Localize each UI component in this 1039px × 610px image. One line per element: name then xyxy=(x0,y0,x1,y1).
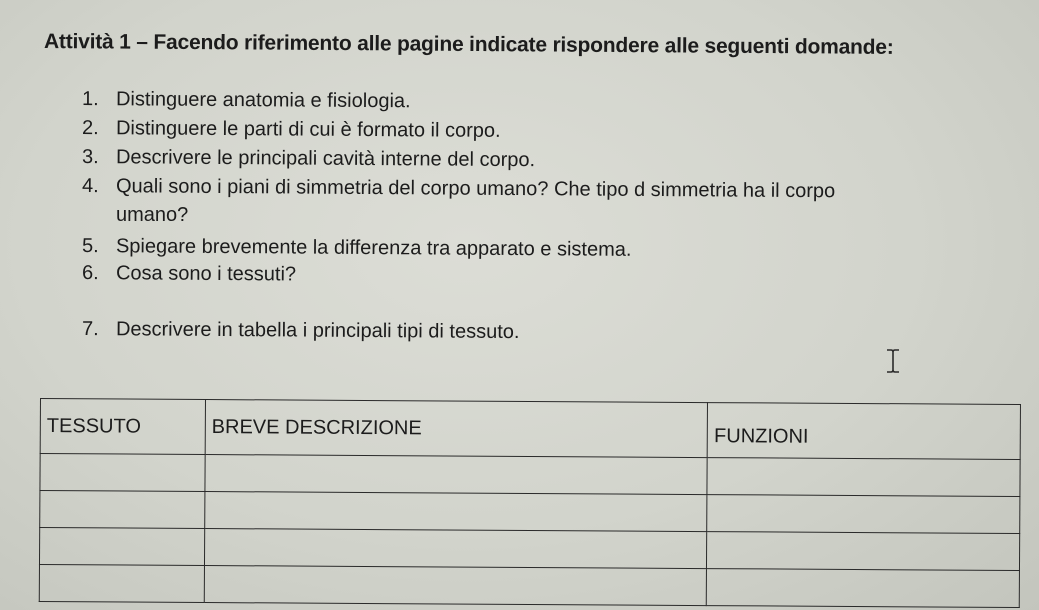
table-header-row xyxy=(40,399,1020,460)
activity-heading: Attività 1 – Facendo riferimento alle pagine indicate rispondere alle seguenti domande: xyxy=(43,30,894,59)
table-row xyxy=(40,491,1020,534)
table-cell-funzioni[interactable] xyxy=(707,495,1020,534)
tissue-table xyxy=(39,398,1021,608)
question-text: Descrivere in tabella i principali tipi di tessuto. xyxy=(115,318,520,344)
header-funzioni: FUNZIONI xyxy=(707,403,1020,460)
text-cursor-icon xyxy=(883,348,903,374)
table-row xyxy=(39,564,1019,607)
table-cell-descrizione[interactable] xyxy=(204,529,707,569)
question-text: Descrivere le principali cavità interne del corpo. xyxy=(115,146,536,172)
table-cell-descrizione[interactable] xyxy=(205,455,708,495)
question-4 xyxy=(82,175,835,203)
question-3 xyxy=(82,146,535,172)
table-row xyxy=(40,454,1020,497)
question-1 xyxy=(82,88,411,113)
question-4-continuation: umano? xyxy=(116,204,189,226)
table-cell-tessuto[interactable] xyxy=(39,528,204,566)
table-cell-funzioni[interactable] xyxy=(707,458,1020,497)
question-text: Distinguere anatomia e fisiologia. xyxy=(115,88,411,113)
question-5 xyxy=(82,235,632,262)
question-number: 7. xyxy=(81,318,99,341)
table-cell-tessuto[interactable] xyxy=(39,564,204,602)
question-number: 4. xyxy=(81,175,99,198)
question-2 xyxy=(82,117,501,143)
table-cell-descrizione[interactable] xyxy=(205,492,708,532)
question-number: 2. xyxy=(81,117,99,140)
table-cell-funzioni[interactable] xyxy=(707,532,1020,571)
question-text: Cosa sono i tessuti? xyxy=(115,262,297,286)
question-6 xyxy=(82,262,296,286)
header-tessuto: TESSUTO xyxy=(40,399,205,455)
header-breve-descrizione: BREVE DESCRIZIONE xyxy=(205,400,708,458)
table-cell-tessuto[interactable] xyxy=(40,491,205,529)
question-number: 3. xyxy=(81,146,99,169)
question-number: 5. xyxy=(81,235,99,258)
question-text: Quali sono i piani di simmetria del corpo umano? Che tipo d simmetria ha il corpo xyxy=(115,175,836,203)
question-7 xyxy=(82,318,520,344)
question-number: 6. xyxy=(81,262,99,285)
table-row xyxy=(39,528,1019,571)
table-cell-tessuto[interactable] xyxy=(40,454,205,492)
question-text: Distinguere le parti di cui è formato il corpo. xyxy=(115,117,501,142)
table-cell-funzioni[interactable] xyxy=(707,569,1020,608)
question-number: 1. xyxy=(81,88,99,111)
question-text: Spiegare brevemente la differenza tra apparato e sistema. xyxy=(115,235,632,261)
table-cell-descrizione[interactable] xyxy=(204,566,707,606)
